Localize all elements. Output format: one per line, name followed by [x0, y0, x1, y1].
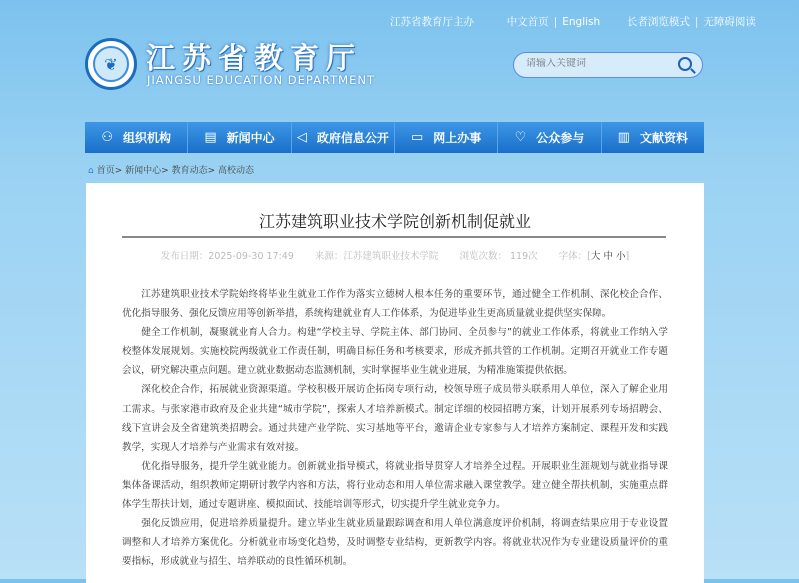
nav-online-services[interactable]: ▭ 网上办事: [395, 122, 498, 153]
crumb-news[interactable]: 新闻中心: [125, 166, 162, 176]
heart-icon: ♡: [514, 130, 527, 145]
crumb-home[interactable]: 首页: [96, 166, 115, 176]
home-icon: ⌂: [88, 166, 94, 176]
breadcrumb: ⌂ 首页> 新闻中心> 教育动态> 高校动态: [88, 166, 254, 176]
paragraph: 江苏建筑职业技术学院始终将毕业生就业工作作为落实立德树人根本任务的重要环节，通过健全工作机制、深化校企合作、优化指导服务、强化反馈应用等创新举措，系统构建就业育人工作体系，为促进毕业生更高质量就业提供坚实保障。: [122, 289, 668, 320]
printer-icon: ▥: [617, 130, 630, 145]
nav-news[interactable]: ▤ 新闻中心: [188, 122, 291, 153]
article-title: 江苏建筑职业技术学院创新机制促就业: [258, 212, 531, 231]
article-body: [122, 285, 668, 571]
font-size-switch: 字体：[大 中 小]: [558, 251, 630, 262]
search-input[interactable]: [526, 58, 666, 69]
article-meta: [86, 248, 704, 262]
sponsor-text: 江苏省教育厅主办: [390, 16, 474, 28]
paragraph: 优化指导服务，提升学生就业能力。创新就业指导模式，将就业指导贯穿人才培养全过程。开展职业生涯规划与就业指导课集体备课活动，组织教师定期研讨教学内容和方法，将行业动态和用人单位需求融入课堂教学。建立健全帮扶机制，实施重点群体学生帮扶计划，通过专题讲座、模拟面试、技能培训等形式，切实提升学生就业竞争力。: [122, 460, 668, 511]
logo-emblem[interactable]: [85, 38, 137, 90]
top-links: 江苏省教育厅主办 中文首页 | English 长者浏览模式 | 无障碍阅读: [390, 16, 756, 28]
nav-gov-info[interactable]: ◁ 政府信息公开: [292, 122, 395, 153]
crumb-university-news[interactable]: 高校动态: [217, 166, 254, 176]
font-medium[interactable]: 中: [603, 251, 613, 262]
info-icon: ◁: [296, 130, 307, 145]
paragraph: 健全工作机制，凝聚就业育人合力。构建“学校主导、学院主体、部门协同、全员参与”的就业工作体系，将就业工作纳入学校整体发展规划。实施校院两级就业工作责任制，明确目标任务和考核要求，形成齐抓共管的工作机制。定期召开就业工作专题会议，研究解决重点问题。建立就业数据动态监测机制，实时掌握毕业生就业进展，为精准施策提供依据。: [122, 327, 668, 377]
nav-public-participation[interactable]: ♡ 公众参与: [498, 122, 601, 153]
search-box: [513, 52, 703, 78]
link-accessible-reading[interactable]: 无障碍阅读: [703, 16, 756, 28]
article-source: 来源：江苏建筑职业技术学院: [314, 251, 439, 262]
paragraph: 强化反馈应用，促进培养质量提升。建立毕业生就业质量跟踪调查和用人单位满意度评价机制，将调查结果应用于专业设置调整和人才培养方案优化。分析就业市场变化趋势，及时调整专业结构，更新教学内容。将就业状况作为专业建设质量评价的重要指标，形成就业与招生、培养联动的良性循环机制。: [122, 518, 668, 568]
crumb-edu-news[interactable]: 教育动态: [171, 166, 208, 176]
document-icon: ▤: [204, 130, 217, 145]
monitor-icon: ▭: [410, 130, 424, 145]
link-chinese-home[interactable]: 中文首页: [506, 16, 549, 28]
title-divider: [122, 236, 666, 238]
link-elder-mode[interactable]: 长者浏览模式: [626, 16, 690, 28]
paragraph: 深化校企合作，拓展就业资源渠道。学校积极开展访企拓岗专项行动，校领导班子成员带头联系用人单位，深入了解企业用工需求。与张家港市政府及企业共建“城市学院”，探索人才培养新模式。制定详细的校园招聘方案，计划开展系列专场招聘会、线下宣讲会及全省建筑类招聘会。通过共建产业学院、实习基地等平台，邀请企业专家参与人才培养方案制定、课程开发和实践教学，实现人才培养与产业需求有效对接。: [122, 384, 668, 453]
emblem-icon: ❦: [93, 46, 129, 82]
font-small[interactable]: 小: [615, 251, 626, 262]
nav-org[interactable]: ⚇ 组织机构: [85, 122, 188, 153]
main-nav: [85, 122, 704, 153]
article-panel: [86, 183, 704, 583]
search-icon[interactable]: [678, 57, 692, 71]
link-english[interactable]: English: [562, 16, 601, 28]
view-count: 浏览次数： 119次: [459, 251, 538, 262]
font-large[interactable]: 大: [590, 251, 601, 262]
org-chart-icon: ⚇: [101, 130, 113, 145]
site-title: 江苏省教育厅: [146, 41, 363, 75]
publish-date: 发布日期：2025-09-30 17:49: [160, 251, 294, 262]
nav-documents[interactable]: ▥ 文献资料: [617, 130, 688, 145]
site-title-en: JIANGSU EDUCATION DEPARTMENT: [147, 73, 375, 87]
